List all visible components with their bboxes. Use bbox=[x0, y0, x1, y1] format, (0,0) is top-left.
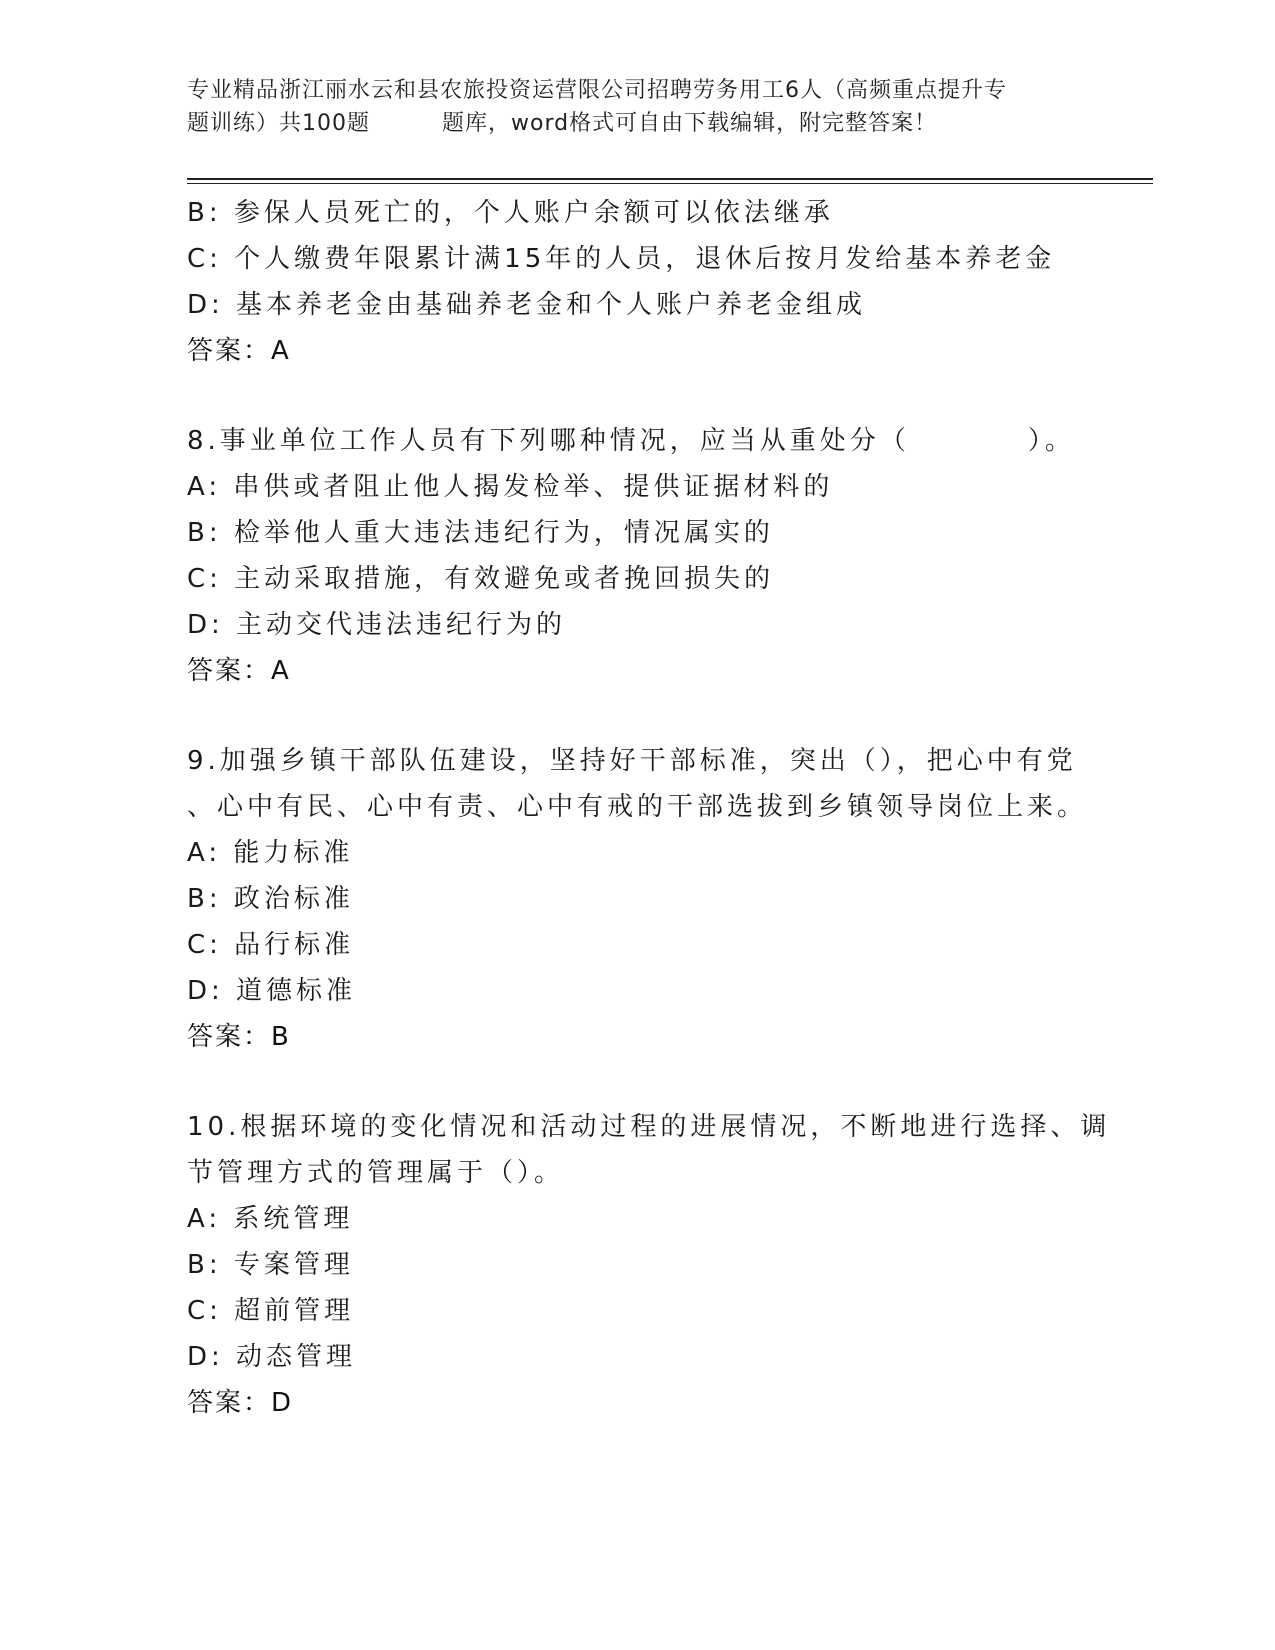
header-divider-thick bbox=[187, 178, 1153, 180]
question-stem-line-2: 、心中有民、心中有责、心中有戒的干部选拔到乡镇领导岗位上来。 bbox=[187, 792, 1088, 822]
question-stem bbox=[187, 418, 1117, 464]
spacer bbox=[187, 694, 1117, 738]
answer-line: 答案：D bbox=[187, 1388, 294, 1418]
option-c: C: 个人缴费年限累计满15年的人员，退休后按月发给基本养老金 bbox=[187, 244, 1056, 274]
option-b: B: 政治标准 bbox=[187, 884, 354, 914]
question-8 bbox=[187, 418, 1117, 694]
answer-line: 答案：A bbox=[187, 336, 291, 366]
option-b: B: 检举他人重大违法违纪行为，情况属实的 bbox=[187, 518, 774, 548]
option-d: D: 基本养老金由基础养老金和个人账户养老金组成 bbox=[187, 290, 867, 320]
question-9 bbox=[187, 738, 1117, 1060]
answer-line: 答案：B bbox=[187, 1022, 291, 1052]
header-title-line-1: 专业精品浙江丽水云和县农旅投资运营限公司招聘劳务用工6人（高频重点提升专 bbox=[187, 78, 1007, 103]
question-10 bbox=[187, 1104, 1117, 1426]
option-d: D: 道德标准 bbox=[187, 976, 357, 1006]
header-title-part-a: 题训练）共100题 bbox=[187, 111, 370, 136]
header-title-line-2 bbox=[187, 107, 1097, 140]
answer-line: 答案：A bbox=[187, 656, 291, 686]
question-stem-end: ）。 bbox=[1027, 426, 1075, 456]
question-stem-line-2: 节管理方式的管理属于（）。 bbox=[187, 1158, 565, 1188]
option-c: C: 超前管理 bbox=[187, 1296, 355, 1326]
option-d: D: 动态管理 bbox=[187, 1342, 357, 1372]
option-a: A: 系统管理 bbox=[187, 1204, 354, 1234]
spacer bbox=[187, 374, 1117, 418]
question-stem-start: 8.事业单位工作人员有下列哪种情况，应当从重处分（ bbox=[187, 426, 910, 456]
option-b: B: 专案管理 bbox=[187, 1250, 354, 1280]
header-title-part-b: 题库，word格式可自由下载编辑，附完整答案！ bbox=[442, 111, 938, 136]
option-a: A: 串供或者阻止他人揭发检举、提供证据材料的 bbox=[187, 472, 834, 502]
option-c: C: 主动采取措施，有效避免或者挽回损失的 bbox=[187, 564, 775, 594]
document-header bbox=[187, 74, 1097, 140]
option-a: A: 能力标准 bbox=[187, 838, 354, 868]
question-stem-line-1: 9.加强乡镇干部队伍建设，坚持好干部标准，突出（），把心中有党 bbox=[187, 746, 1077, 776]
option-c: C: 品行标准 bbox=[187, 930, 355, 960]
header-divider-thin bbox=[187, 183, 1153, 184]
spacer bbox=[187, 1060, 1117, 1104]
option-d: D: 主动交代违法违纪行为的 bbox=[187, 610, 567, 640]
question-list bbox=[187, 190, 1117, 1426]
question-stem-line-1: 10.根据环境的变化情况和活动过程的进展情况，不断地进行选择、调 bbox=[187, 1112, 1111, 1142]
question-7-partial bbox=[187, 190, 1117, 374]
option-b: B: 参保人员死亡的，个人账户余额可以依法继承 bbox=[187, 198, 834, 228]
